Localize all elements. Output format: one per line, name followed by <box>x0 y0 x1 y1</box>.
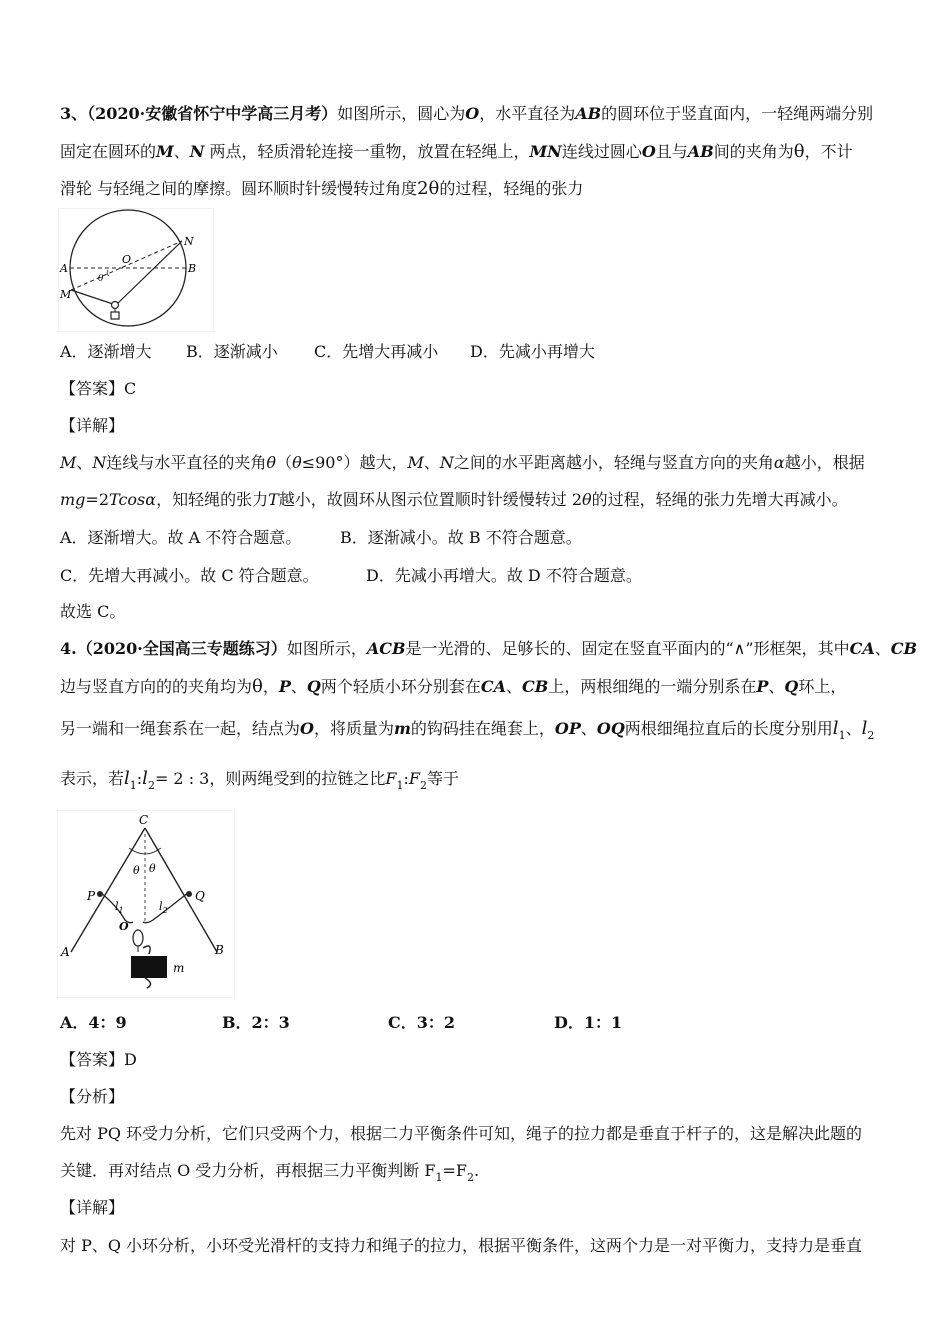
q4-option-a[interactable]: A．4：9 <box>60 1013 127 1032</box>
q4-line-4: 表示，若$l_1:l_2= 2$ : 3，则两绳受到的拉链之比$F_1:F_2$等于 <box>60 768 459 792</box>
q3-option-b[interactable]: B．逐渐减小 <box>186 342 278 361</box>
q4-fig-label-O: O <box>119 920 129 933</box>
q3-detail-line-2: mg=2Tcosα，知轻绳的张力T越小，故圆环从图示位置顺时针缓慢转过 2θ的过程，轻绳的张力先增大再减小。 <box>60 490 848 509</box>
q3-detail-a: A．逐渐增大。故 A 不符合题意。 <box>60 528 302 547</box>
q3-answer: 【答案】C <box>60 379 137 398</box>
q3-line-3: 滑轮 与轻绳之间的摩擦。圆环顺时针缓慢转过角度2θ的过程，轻绳的张力 <box>60 178 584 199</box>
q3-option-d[interactable]: D．先减小再增大 <box>470 342 595 361</box>
q3-detail-c: C．先增大再减小。故 C 符合题意。 <box>60 566 319 585</box>
q4-fig-label-l1: $l_1$ <box>115 900 124 915</box>
q3-detail-d: D．先减小再增大。故 D 不符合题意。 <box>366 566 642 585</box>
q4-analysis-line-1: 先对 PQ 环受力分析，它们只受两个力，根据二力平衡条件可知，绳子的拉力都是垂直于杆子的，这是解决此题的 <box>60 1124 863 1143</box>
q4-fig-label-C: C <box>139 813 149 827</box>
q4-fig-label-l2: $l_2$ <box>159 900 168 915</box>
q4-detail-line-1: 对 P、Q 小环分析，小环受光滑杆的支持力和绳子的拉力，根据平衡条件，这两个力是一对平衡力，支持力是垂直 <box>60 1236 863 1255</box>
q4-frame-figure <box>57 810 235 998</box>
q3-fig-label-N: N <box>184 235 194 248</box>
q3-line-1: 3、（2020·安徽省怀宁中学高三月考）如图所示，圆心为O，水平直径为AB的圆环位于竖直面内，一轻绳两端分别 <box>60 104 874 123</box>
q3-fig-label-B: B <box>188 262 197 275</box>
q3-option-c[interactable]: C．先增大再减小 <box>314 342 439 361</box>
q4-fig-label-P: P <box>87 889 96 903</box>
q4-analysis-line-2: 关键．再对结点 O 受力分析，再根据三力平衡判断 $F_1=F_2$. <box>60 1161 480 1184</box>
q3-detail-line-1: M、N连线与水平直径的夹角θ（θ≤90°）越大，M、N之间的水平距离越小，轻绳与竖直方向的夹角α越小，根据 <box>60 453 865 472</box>
q4-fig-label-A: A <box>61 945 70 959</box>
q4-fig-label-Q: Q <box>195 889 205 903</box>
q3-detail-b: B．逐渐减小。故 B 不符合题意。 <box>340 528 582 547</box>
q3-detail-label: 【详解】 <box>60 416 125 435</box>
q4-answer: 【答案】D <box>60 1050 137 1069</box>
q4-line-2: 边与竖直方向的的夹角均为θ，P、Q两个轻质小环分别套在CA、CB上，两根细绳的一端分别系在P、Q环上， <box>60 676 847 697</box>
q4-detail-label: 【详解】 <box>60 1198 125 1217</box>
q3-conclusion: 故选 C。 <box>60 602 126 621</box>
q3-fig-label-A: A <box>60 262 68 275</box>
q3-option-a[interactable]: A．逐渐增大 <box>60 342 152 361</box>
q4-fig-label-theta-left: θ <box>133 864 140 877</box>
q3-fig-label-theta: θ <box>98 274 104 284</box>
q4-line-1: 4.（2020·全国高三专题练习）如图所示，ACB是一光滑的、足够长的、固定在竖直平面内的“∧”形框架，其中CA、CB <box>60 639 918 658</box>
q3-line-2: 固定在圆环的M、N 两点，轻质滑轮连接一重物，放置在轻绳上，MN连线过圆心O且与AB间的夹角为θ，不计 <box>60 141 853 162</box>
q3-circle-figure <box>58 208 214 332</box>
q4-analysis-label: 【分析】 <box>60 1087 125 1106</box>
q3-fig-label-M: M <box>60 288 72 301</box>
q4-option-b[interactable]: B．2：3 <box>222 1013 290 1032</box>
q4-line-3: 另一端和一绳套系在一起，结点为O，将质量为m的钩码挂在绳套上，OP、OQ两根细绳拉直后的长度分别用$l_1$、$l_2$ <box>60 718 875 742</box>
q4-fig-label-m: m <box>173 961 185 975</box>
q4-fig-label-theta-right: θ <box>149 862 156 875</box>
q4-fig-label-B: B <box>215 943 224 957</box>
q4-option-c[interactable]: C．3：2 <box>388 1013 456 1032</box>
q3-fig-label-O: O <box>122 253 132 266</box>
q4-option-d[interactable]: D．1：1 <box>554 1013 623 1032</box>
